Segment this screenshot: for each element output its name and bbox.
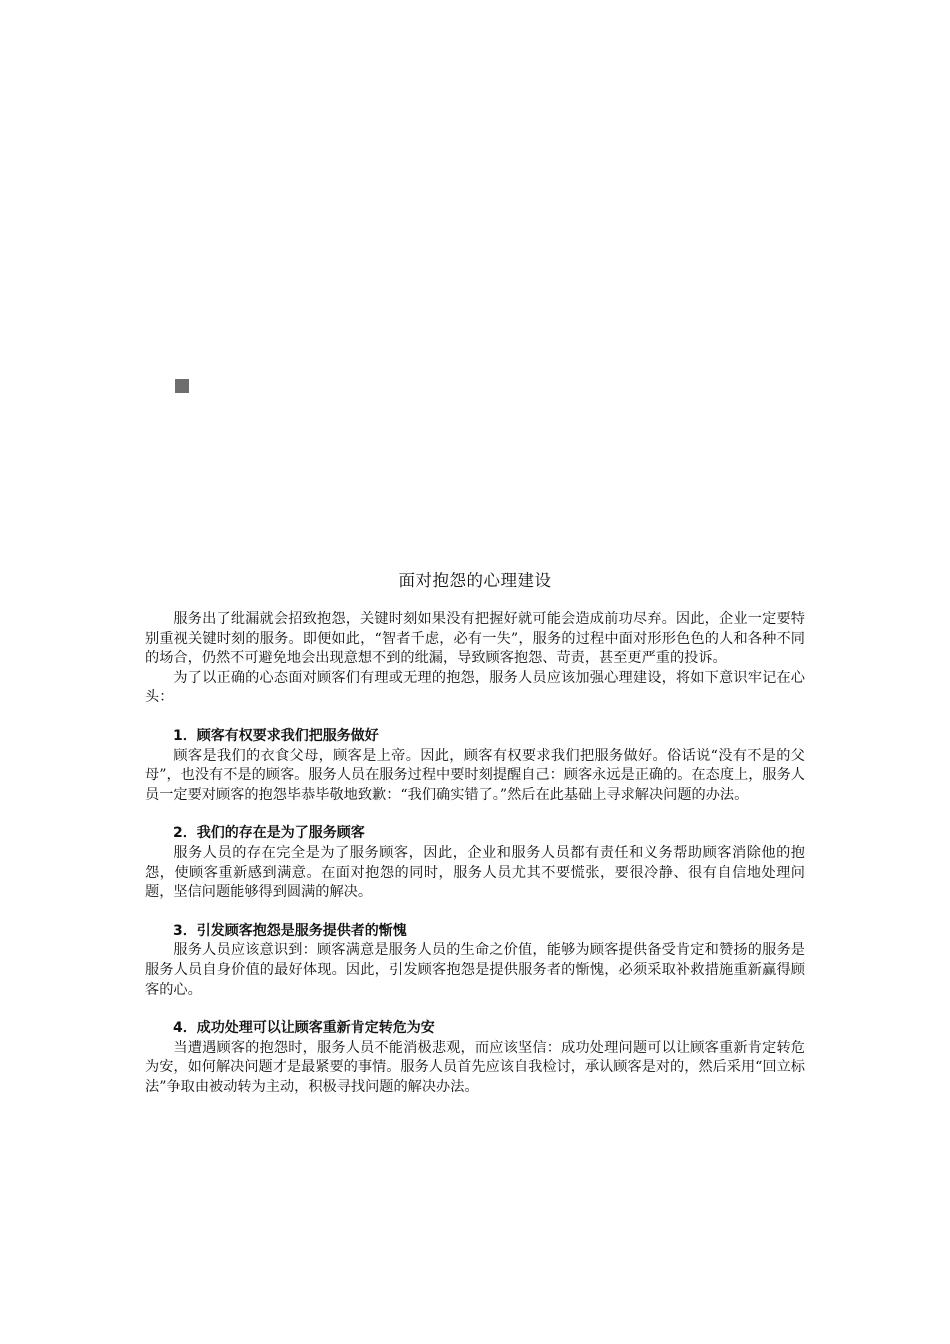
section-paragraph: 服务人员应该意识到：顾客满意是服务人员的生命之价值，能够为顾客提供备受肯定和赞扬的服务是服务人员自身价值的最好体现。因此，引发顾客抱怨是提供服务者的惭愧，必须采取补救措施重新赢得顾客的心。 [145, 942, 805, 998]
section-1 [145, 727, 805, 805]
document-title: 面对抱怨的心理建设 [398, 571, 552, 590]
section-heading: 3．引发顾客抱怨是服务提供者的惭愧 [173, 922, 407, 939]
section-2 [145, 824, 805, 902]
section-heading: 4．成功处理可以让顾客重新肯定转危为安 [173, 1020, 435, 1037]
section-heading: 1．顾客有权要求我们把服务做好 [173, 727, 379, 744]
intro-paragraph-2: 为了以正确的心态面对顾客们有理或无理的抱怨，服务人员应该加强心理建设，将如下意识牢记在心头： [145, 669, 805, 706]
intro-paragraph-1: 服务出了纰漏就会招致抱怨，关键时刻如果没有把握好就可能会造成前功尽弃。因此，企业一定要特别重视关键时刻的服务。即便如此，“智者千虑，必有一失”，服务的过程中面对形形色色的人和各种不同的场合，仍然不可避免地会出现意想不到的纰漏，导致顾客抱怨、苛责，甚至更严重的投诉。 [145, 611, 805, 667]
square-bullet-icon [175, 379, 189, 393]
document-body [145, 570, 805, 1097]
section-heading: 2．我们的存在是为了服务顾客 [173, 825, 365, 842]
section-paragraph: 当遭遇顾客的抱怨时，服务人员不能消极悲观，而应该坚信：成功处理问题可以让顾客重新肯定转危为安，如何解决问题才是最紧要的事情。服务人员首先应该自我检讨，承认顾客是对的，然后采用“回立标法”争取由被动转为主动，积极寻找问题的解决办法。 [145, 1039, 805, 1095]
section-4 [145, 1019, 805, 1097]
section-paragraph: 服务人员的存在完全是为了服务顾客，因此，企业和服务人员都有责任和义务帮助顾客消除他的抱怨，使顾客重新感到满意。在面对抱怨的同时，服务人员尤其不要慌张，要很冷静、很有自信地处理问题，坚信问题能够得到圆满的解决。 [145, 844, 805, 901]
section-3 [145, 922, 805, 1000]
section-paragraph: 顾客是我们的衣食父母，顾客是上帝。因此，顾客有权要求我们把服务做好。俗话说“没有不是的父母”，也没有不是的顾客。服务人员在服务过程中要时刻提醒自己：顾客永远是正确的。在态度上，服务人员一定要对顾客的抱怨毕恭毕敬地致歉：“我们确实错了。”然后在此基础上寻求解决问题的办法。 [145, 747, 805, 803]
